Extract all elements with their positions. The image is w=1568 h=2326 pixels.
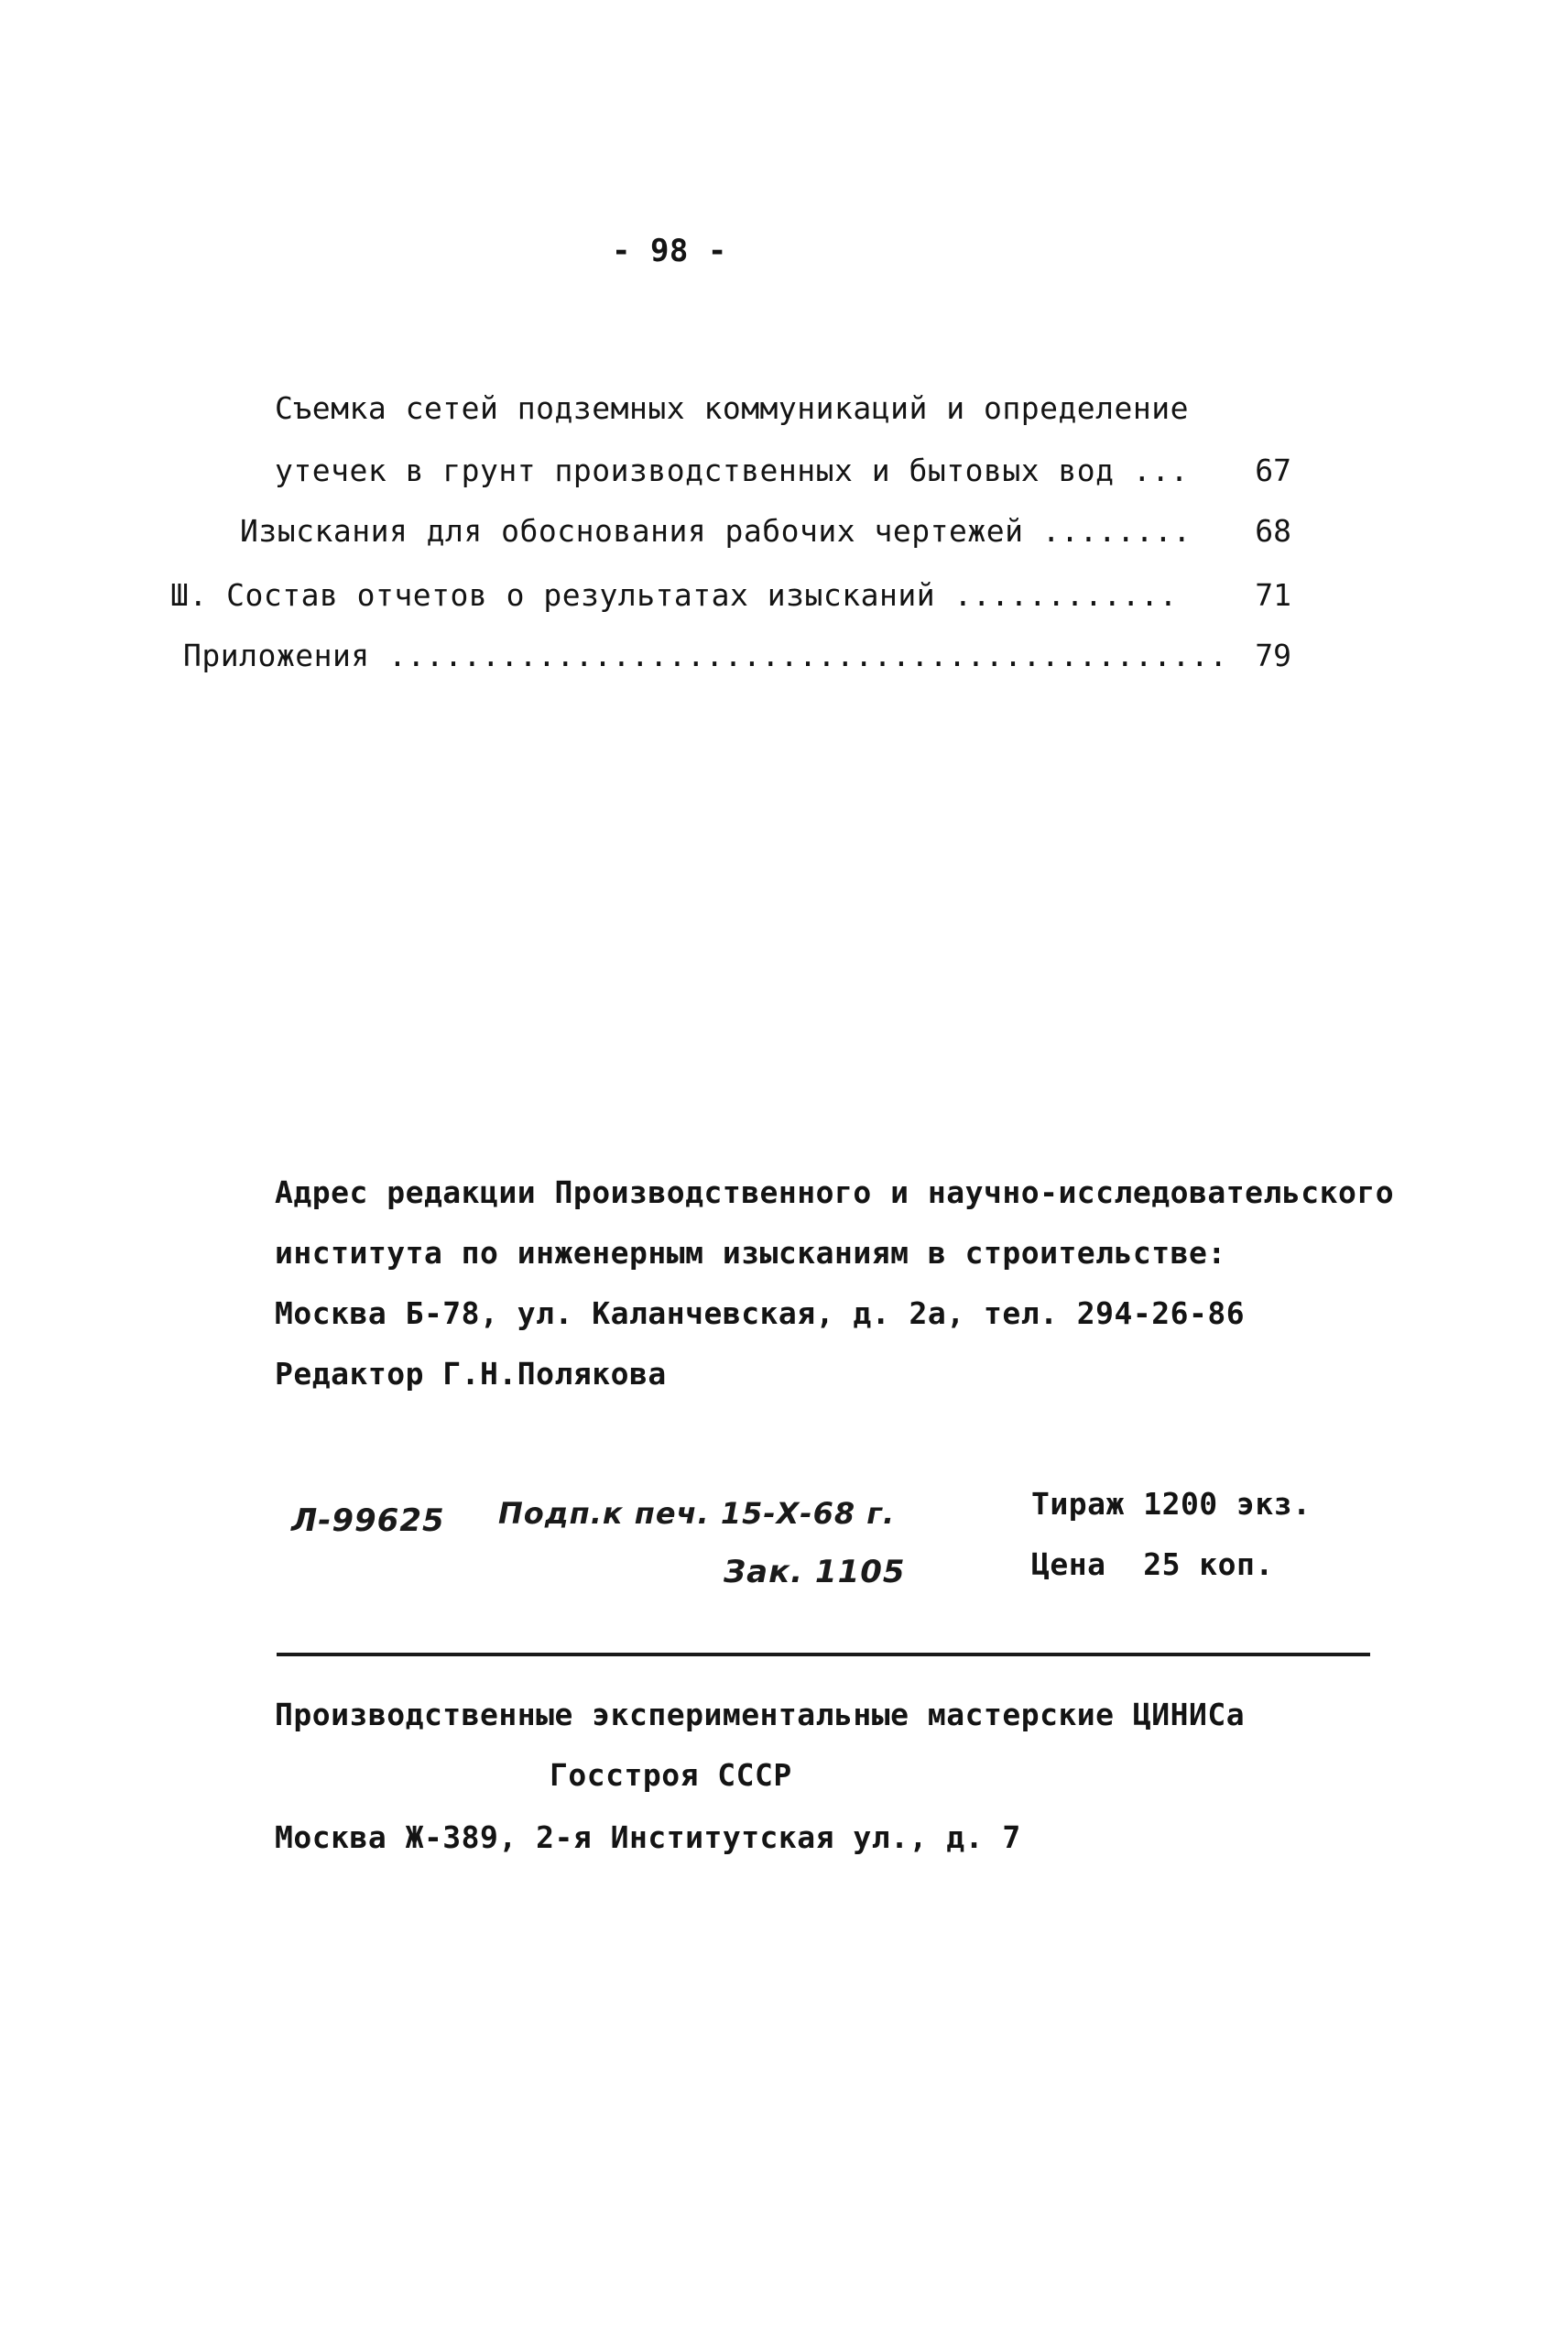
editor-line: Редактор Г.Н.Полякова: [275, 1356, 667, 1392]
circulation: Тираж 1200 экз.: [1031, 1486, 1312, 1522]
printer-line: Госстроя СССР: [550, 1757, 792, 1793]
stamp-signed-date: Подп.к печ. 15-Х-68 г.: [498, 1496, 896, 1531]
toc-entry-text: Изыскания для обоснования рабочих чертежей ........: [240, 513, 1192, 549]
toc-entry-page: 71: [1255, 577, 1291, 613]
address-line: Адрес редакции Производственного и научно-исследовательского: [275, 1174, 1395, 1210]
toc-entry-page: 67: [1255, 453, 1291, 488]
printer-line: Производственные экспериментальные мастерские ЦИНИСа: [275, 1697, 1246, 1732]
price: Цена 25 коп.: [1031, 1546, 1274, 1582]
toc-entry-page: 68: [1255, 513, 1291, 549]
stamp-order-number: Зак. 1105: [724, 1554, 906, 1590]
page-number: - 98 -: [612, 233, 727, 269]
toc-entry-text: Приложения .............................................: [183, 638, 1228, 673]
toc-entry-text: утечек в грунт производственных и бытовых вод ...: [275, 453, 1190, 488]
toc-entry-text: Ш. Состав отчетов о результатах изысканий ............: [170, 577, 1178, 613]
stamp-code: Л-99625: [291, 1502, 445, 1539]
printer-line: Москва Ж-389, 2-я Институтская ул., д. 7: [275, 1819, 1021, 1855]
toc-entry-page: 79: [1255, 638, 1291, 673]
address-line: института по инженерным изысканиям в строительстве:: [275, 1235, 1226, 1271]
address-line: Москва Б-78, ул. Каланчевская, д. 2а, тел. 294-26-86: [275, 1295, 1246, 1331]
toc-entry-text: Съемка сетей подземных коммуникаций и определение: [275, 390, 1190, 426]
divider-line: [277, 1653, 1370, 1656]
